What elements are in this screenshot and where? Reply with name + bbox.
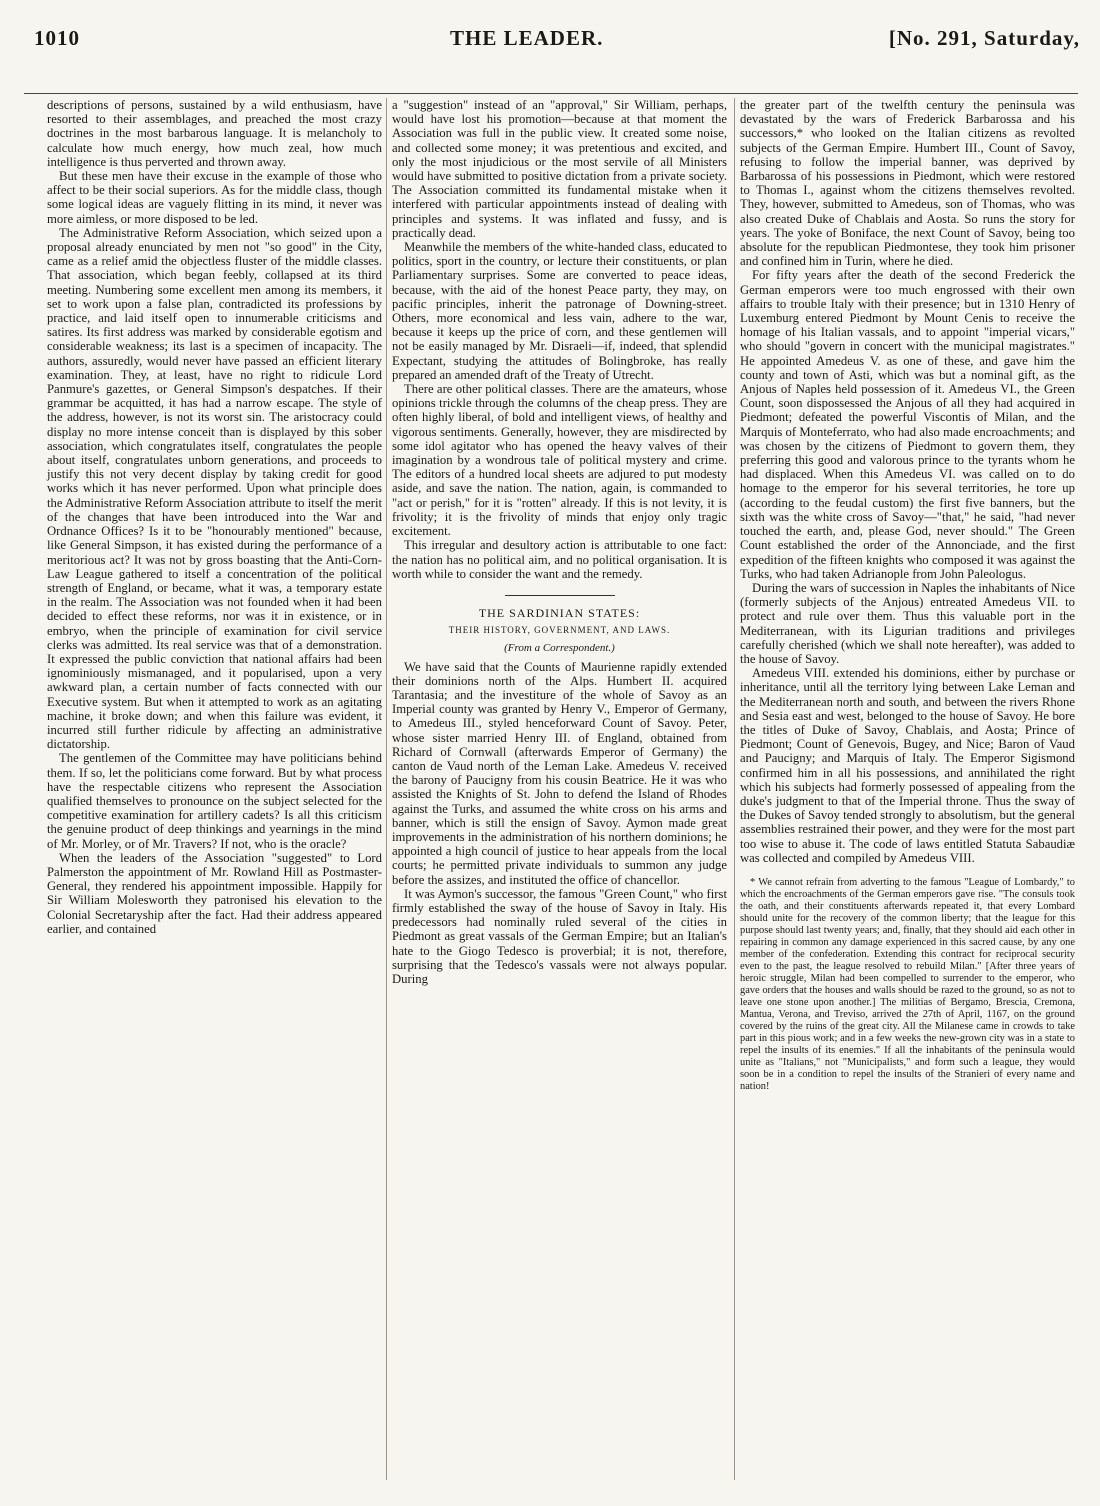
paragraph: the greater part of the twelfth century the peninsula was devastated by the wars of Frederick Barbarossa and his successors,* who looked on the Italian citizens as revolted subjects of the German Empire. Humbert III., Count of Savoy, refusing to follow the imperial banner, was deprived by Barbarossa of his possessions in Piedmont, which were restored to Thomas I., against whom the citizens themselves revolted. They, however, submitted to Amedeus, son of Thomas, who was also created Duke of Chablais and Aosta. So runs the story for years. The yoke of Boniface, the next Count of Savoy, being too absolute for the republican Piedmontese, they took him prisoner and confined him in Turin, where he died. [740,98,1075,269]
paragraph: Amedeus VIII. extended his dominions, either by purchase or inheritance, until all the territory lying between Lake Leman and the Mediterranean north and south, and between the rivers Rhone and Sesia east and west, belonged to the house of Savoy. He bore the titles of Duke of Savoy, Chablais, and Aosta; Prince of Piedmont; Count of Genevois, Bugey, and Nice; Baron of Vaud and Paucigny; and Marquis of Italy. The Emperor Sigismond confirmed him in all his possessions, and annihilated the right which his subjects had formerly possessed of appealing from the duke's judgment to that of the Imperial throne. Thus the sway of the Dukes of Savoy tended strongly to absolutism, but the general assemblies restrained their power, and they were for the most part too wise to abuse it. The code of laws entitled Statuta Sabaudiæ was collected and compiled by Amedeus VIII. [740,666,1075,865]
paragraph: During the wars of succession in Naples the inhabitants of Nice (formerly subjects of the Anjous) entreated Amedeus VII. to protect and rule over them. Thus this valuable port in the Mediterranean, with its Ligurian traditions and privileges carefully cherished (which we shall note hereafter), was added to the house of Savoy. [740,580,1075,666]
section-divider [505,595,615,596]
paragraph: Meanwhile the members of the white-handed class, educated to politics, sport in the country, or lecture their constituents, or plan Parliamentary surprises. Some are converted to peace ideas, because, with the aid of the honest Peace party, they may, on pacific principles, inherit the patronage of Downing-street. Others, more economical and less vain, adhere to the war, because it keeps up the price of corn, and these gentlemen will not be easily managed by Mr. Disraeli—if, indeed, that splendid Expectant, studying the attitudes of Bolingbroke, has really prepared an amended draft of the Treaty of Utrecht. [392,240,727,382]
header-rule [24,93,1078,94]
page-number: 1010 [34,26,80,50]
column-divider [734,98,735,1480]
newspaper-title: THE LEADER. [450,26,604,50]
issue-info: [No. 291, Saturday, [888,26,1080,50]
paragraph: The gentlemen of the Committee may have politicians behind them. If so, let the politicians come forward. But by what process have the respectable citizens who represent the Association qualified themselves to pronounce on the subject selected for the competitive examination for artillery cadets? Is all this criticism the genuine product of deep thinkings and yearnings in the mind of Mr. Morley, or of Mr. Travers? If not, who is the oracle? [47,751,382,851]
paragraph: But these men have their excuse in the example of those who affect to be their social superiors. As for the middle class, though some logical ideas are vaguely flitting in its mind, it never was more aimless, or more disposed to be led. [47,169,382,226]
paragraph: The Administrative Reform Association, which seized upon a proposal already enunciated by men not "so good" in the City, came as a relief amid the objectless fluster of the middle classes. That association, which began feebly, collapsed at its third meeting. Numbering some excellent men among its members, it set to work upon a false plan, contradicted its professions by practice, and laid itself open to innumerable criticisms and satires. Its first address was marked by considerable egotism and considerable weakness; its last is a specimen of incapacity. The authors, assuredly, would never have passed an efficient literary examination. They, at least, have no right to ridicule Lord Panmure's gazettes, or General Simpson's despatches. If their grammar be acquitted, it has had a narrow escape. The style of the address, however, is not its worst sin. The aristocracy could display no more intense conceit than is displayed by this sober association, which congratulates itself, congratulates the people about itself, congratulates unborn generations, and proceeds to justify this not very decent display by taking credit for good works which it has never performed. Upon what principle does the Administrative Reform Association attribute to itself the merit of the changes that have been introduced into the War and Ordnance Offices? Is it to be "honourably mentioned" because, like General Simpson, it has existed during the performance of a meritorious act? It was not by gross boasting that the Anti-Corn-Law League gathered to itself a concentration of the political strength of England, or became, what it was, a temporary estate in the realm. The Association was not founded when it had been decided to effect these reforms, nor was it in existence, or in embryo, when the principle of examination for civil service clerks was admitted. Its real service was that of a demonstration. It expressed the public conviction that national affairs had been ignominiously mismanaged, and it popularised, upon a very awkward plan, a certain number of facts connected with our Executive system. But when it attempted to work as an agitating machine, it broke down; and when this failure was evident, it incurred still further ridicule by affecting an administrative dictatorship. [47,225,382,752]
paragraph: This irregular and desultory action is attributable to one fact: the nation has no political aim, and no political organisation. It is worth while to consider the want and the remedy. [392,538,727,581]
paragraph: a "suggestion" instead of an "approval," Sir William, perhaps, would have lost his promotion—because at that moment the Association was full in the public view. It created some noise, and collected some money; it was pretentious and excited, and only the most injudicious or the most servile of all Ministers would have submitted to positive dictation from a private society. The Association committed its fundamental mistake when it interfered with particular appointments instead of dealing with principles and systems. It was inflated and fussy, and is practically dead. [392,98,727,240]
column-1 [47,98,382,936]
column-2 [392,98,727,986]
article-subheadline: THEIR HISTORY, GOVERNMENT, AND LAWS. [448,625,671,636]
paragraph: There are other political classes. There are the amateurs, whose opinions trickle through the columns of the cheap press. They are often highly liberal, of bold and intelligent views, of healthy and vigorous sentiments. Generally, however, they are misdirected by some idol agitator who has opened the heavy valves of their imagination by a wondrous tale of political mystery and crime. The editors of a hundred local sheets are adjured to put modesty aside, and save the nation. The nation, again, is commanded to "act or perish," for it is "rotten" already. If this is not levity, it is frivolity; it is the frivolity of minds that enjoy only tragic excitement. [392,382,727,539]
paragraph: It was Aymon's successor, the famous "Green Count," who first firmly established the sway of the house of Savoy in Italy. His predecessors had nominally ruled several of the cities in Piedmont as great vassals of the German Empire; but an Italian's hate to the Giogo Tedesco is proverbial; it is not, therefore, surprising that the Tedesco's vassals were not always popular. During [392,886,727,986]
article-byline: (From a Correspondent.) [504,642,615,655]
footnote-text: * We cannot refrain from adverting to the famous "League of Lombardy," to which the encroachments of the German emperors gave rise. "The consuls took the oath, and their constituents afterwards repeated it, that every Lombard should unite for the recovery of the common liberty; that the league for this purpose should last twenty years; and, finally, that they should aid each other in repairing in common any damage experienced in this sacred cause, by any one member of the confederation. Extending this contract for reciprocal security even to the past, the league resolved to rebuild Milan." [After three years of heroic struggle, Milan had been compelled to surrender to the emperor, who gave orders that the houses and walls should be razed to the ground, so as not to leave one stone upon another.] The militias of Bergamo, Brescia, Cremona, Mantua, Verona, and Treviso, arrived the 27th of April, 1167, on the ground covered by the ruins of the great city. All the Milanese came in crowds to take part in this pious work; and in a few weeks the new-grown city was in a state to repel the insults of its enemies." If all the inhabitants of the peninsula would unite as "Italians," not "Municipalists," and form such a league, they would soon be in a condition to repel the insults of the Stranieri of every name and nation! [740,876,1075,1092]
masthead [20,26,1080,56]
paragraph: For fifty years after the death of the second Frederick the German emperors were too much engrossed with their own affairs to trouble Italy with their presence; but in 1310 Henry of Luxemburg entered Piedmont by Mount Cenis to receive the homage of his Italian vassals, and to appoint "imperial vicars," who should "govern in concert with the municipal magistrates." He appointed Amedeus V. as one of these, and gave him the county and town of Asti, which was but a nominal gift, as the Anjous of Naples held possession of it. Amedeus VI., the Green Count, soon dispossessed the Anjous of all they had acquired in Piedmont; defeated the powerful Viscontis of Milan, and the Marquis of Monteferrato, who had also made encroachments; and was chosen by the citizens of Piedmont to govern them, they preferring this good and valorous prince to the tyrants whom he had displaced. When this Amedeus VI. was called on to do homage to the emperor for his several territories, he tore up (according to the feudal custom) the first five banners, but the sixth was the white cross of Savoy—"that," he said, "had never touched the earth, and, please God, never should." The Green Count established the order of the Annonciade, and the first expedition of the fifteen knights who composed it was against the Turks, who had taken Adrianople from John Paleologus. [740,268,1075,581]
column-divider [386,98,387,1480]
footnote [740,873,1075,1093]
paragraph: We have said that the Counts of Maurienne rapidly extended their dominions north of the Alps. Humbert II. acquired Tarantasia; and the investiture of the whole of Savoy as an Imperial county was granted by Henry V., Emperor of Germany, to Amedeus III., styled henceforward Count of Savoy. Peter, whose sister married Henry III. of England, obtained from Richard of Cornwall (afterwards Emperor of Germany) the canton de Vaud north of the Leman Lake. Amedeus V. received the barony of Paucigny from his cousin Beatrice. He it was who assisted the Knights of St. John to defend the Island of Rhodes against the Turks, and assumed the white cross on his arms and banner, which is still the ensign of Savoy. Aymon made great improvements in the administration of his northern dominions; he appointed a high council of justice to hear appeals from the local courts; he permitted private individuals to summon any judge before the assizes, and instituted the office of chancellor. [392,659,727,887]
article-headline: THE SARDINIAN STATES: [478,605,641,620]
column-3 [740,98,1075,1093]
paragraph: When the leaders of the Association "suggested" to Lord Palmerston the appointment of Mr. Rowland Hill as Postmaster-General, they rendered his appointment impossible. Happily for Sir William Molesworth they patronised his elevation to the Colonial Secretaryship after the fact. Had their address appeared earlier, and contained [47,850,382,936]
paragraph: descriptions of persons, sustained by a wild enthusiasm, have resorted to their assemblages, and preached the most crazy doctrines in the most barbarous language. It is melancholy to calculate how much energy, how much zeal, how much intelligence is thus perverted and thrown away. [47,98,382,169]
